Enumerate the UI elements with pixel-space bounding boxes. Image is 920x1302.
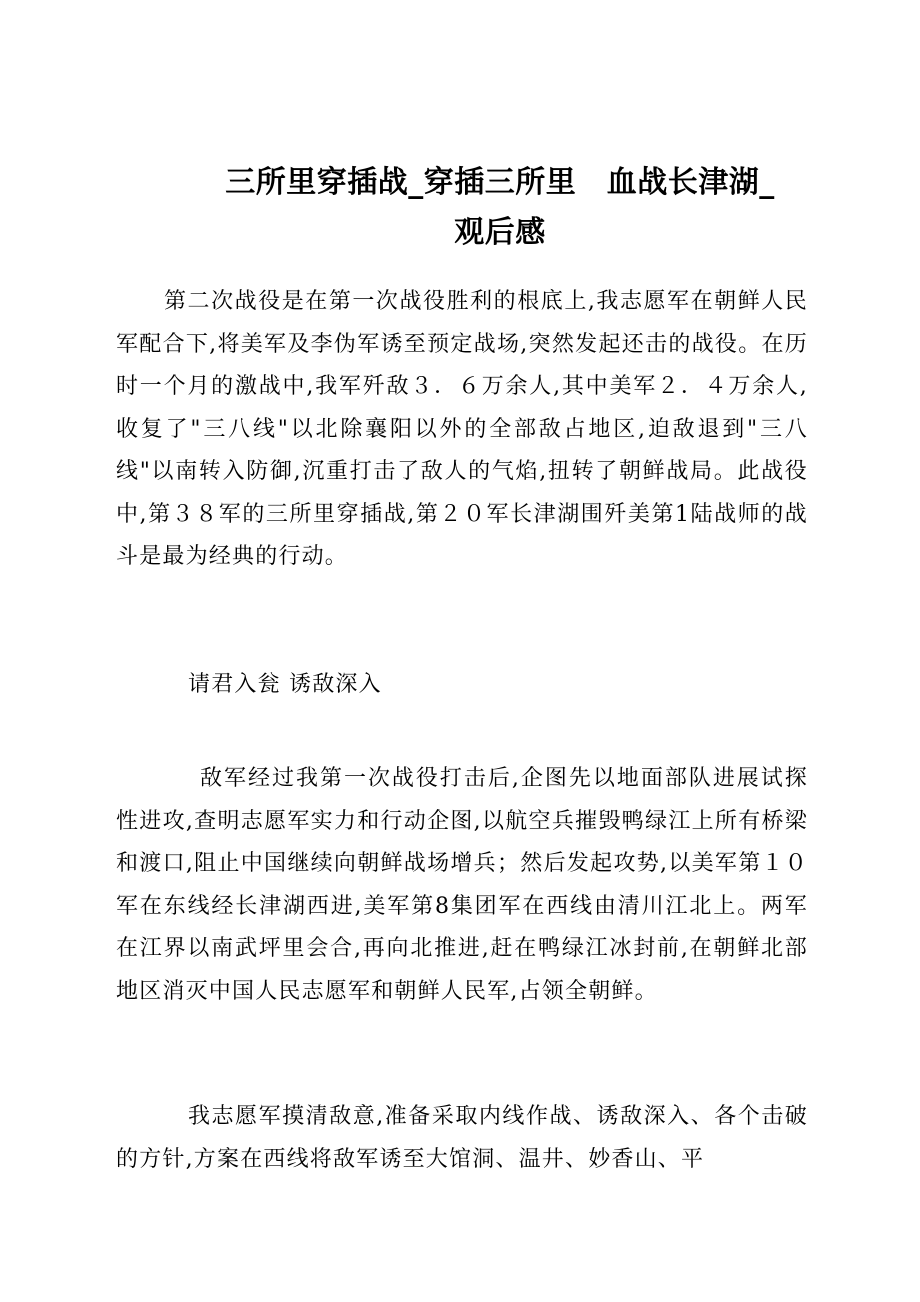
paragraph-our-plan: 我志愿军摸清敌意,准备采取内线作战、诱敌深入、各个击破的方针,方案在西线将敌军诱至大馆洞、温井、妙香山、平 [116,1104,808,1172]
title-line-2: 观后感 [454,215,546,250]
document-title [140,158,860,258]
section-subheading: 请君入瓮 诱敌深入 [188,672,382,697]
paragraph-enemy-plan: 敌军经过我第一次战役打击后,企图先以地面部队进展试探性进攻,查明志愿军实力和行动企图,以航空兵摧毁鸭绿江上所有桥梁和渡口,阻止中国继续向朝鲜战场增兵；然后发起攻势,以美军第１０军在东线经长津湖西进,美军第8集团军在西线由清川江北上。两军在江界以南武坪里会合,再向北推进,赶在鸭绿江冰封前,在朝鲜北部地区消灭中国人民志愿军和朝鲜人民军,占领全朝鲜。 [116,766,808,1004]
title-line-1: 三所里穿插战_穿插三所里 血战长津湖_ [225,165,775,200]
paragraph-intro: 第二次战役是在第一次战役胜利的根底上,我志愿军在朝鲜人民军配合下,将美军及李伪军诱至预定战场,突然发起还击的战役。在历时一个月的激战中,我军歼敌３．６万余人,其中美军２．４万余人,收复了"三八线"以北除襄阳以外的全部敌占地区,迫敌退到"三八线"以南转入防御,沉重打击了敌人的气焰,扭转了朝鲜战局。此战役中,第３８军的三所里穿插战,第２０军长津湖围歼美第1陆战师的战斗是最为经典的行动。 [116,289,808,569]
